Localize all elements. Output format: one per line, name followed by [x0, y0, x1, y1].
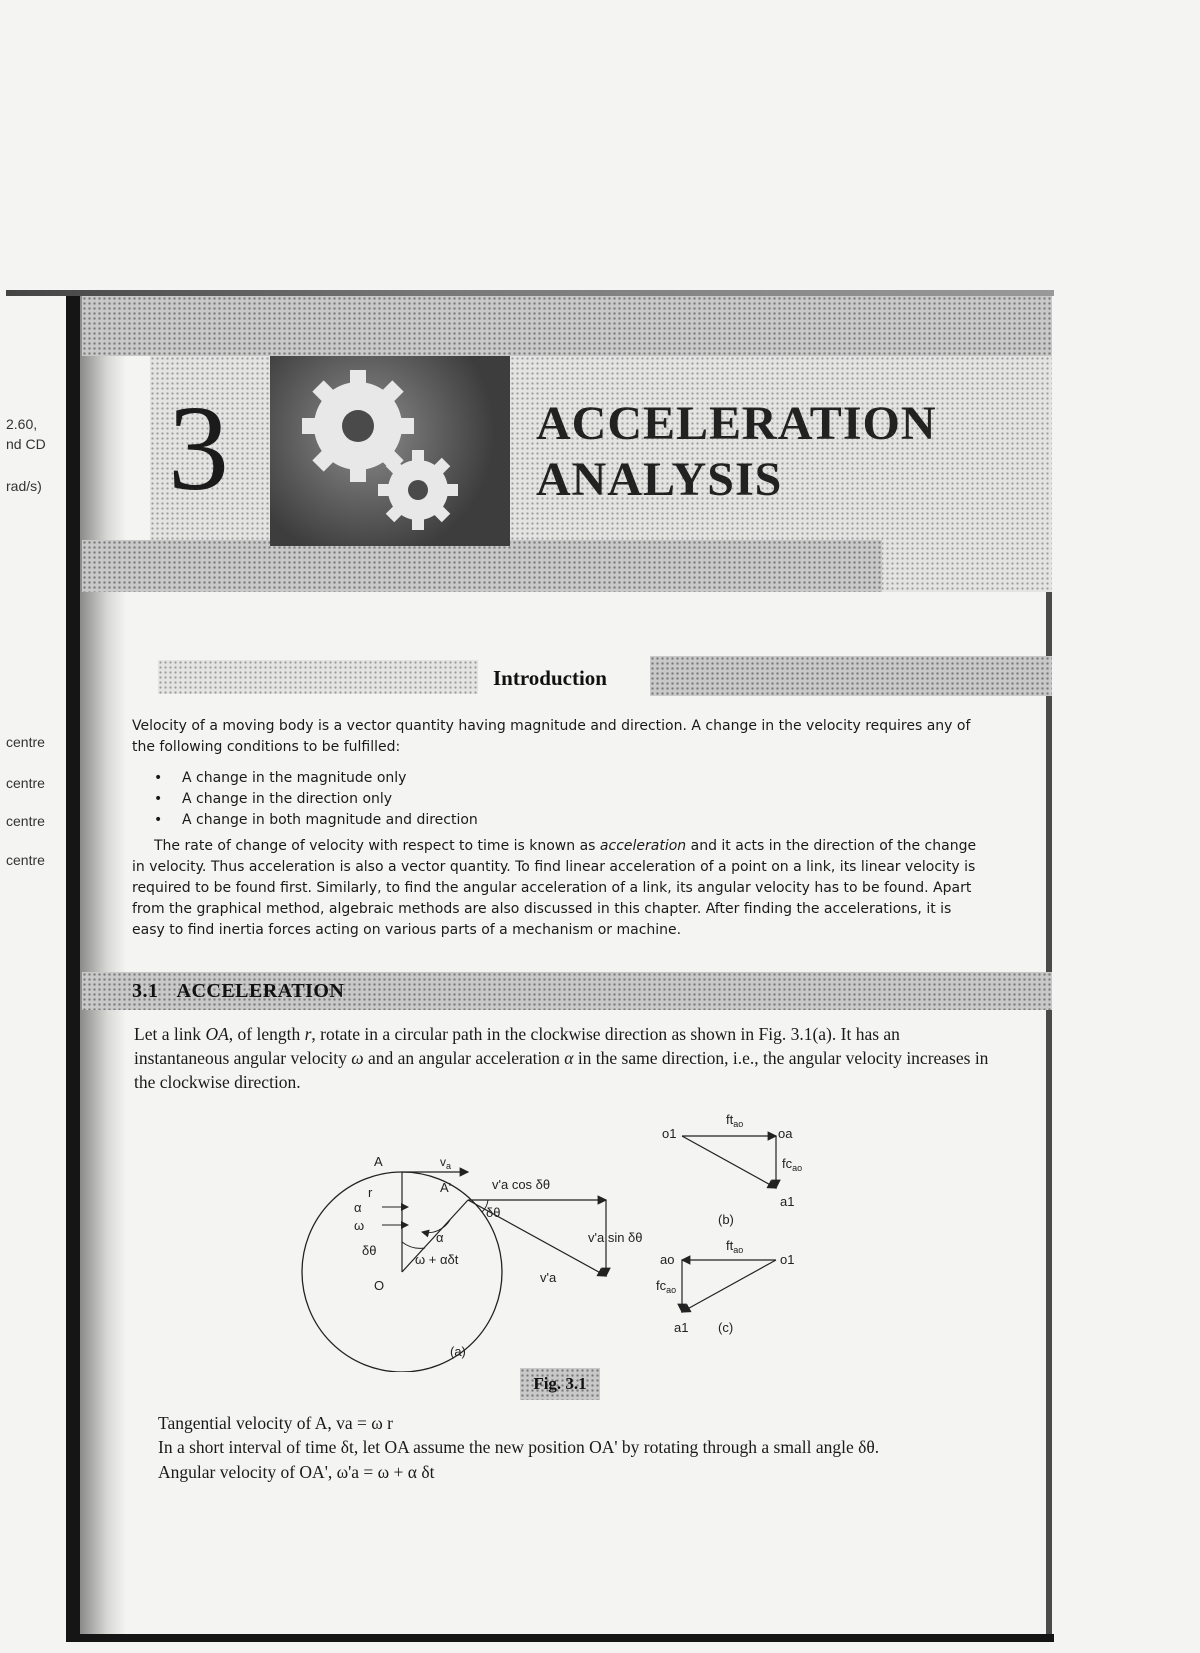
page-bottom-border	[66, 1634, 1054, 1642]
equation-line: Angular velocity of OA', ω'a = ω + α δt	[158, 1462, 435, 1482]
label-fc: $fc_{ao}$	[656, 1278, 677, 1295]
gear-image	[270, 356, 510, 546]
gears-icon	[270, 356, 510, 546]
label-a-prime: A'	[440, 1180, 452, 1195]
figure-caption: Fig. 3.1	[520, 1368, 600, 1400]
label-alpha: α	[354, 1200, 362, 1215]
figure-part-label: (c)	[718, 1320, 734, 1335]
diagram-a	[302, 1154, 643, 1372]
label-omega: ω	[354, 1218, 365, 1233]
section-number: 3.1	[132, 980, 159, 1002]
label-delta-theta: δθ	[486, 1205, 501, 1220]
label-o: O	[374, 1278, 385, 1293]
heading-band	[158, 660, 478, 694]
margin-fragment: rad/s)	[6, 478, 42, 494]
diagram-b	[662, 1112, 802, 1227]
label-a1: a1	[674, 1320, 689, 1335]
bullet-list	[150, 768, 1002, 831]
label-va-sin: v'a sin δθ	[588, 1230, 643, 1245]
chapter-number: 3	[168, 381, 229, 516]
label-o1: o1	[662, 1126, 677, 1141]
paragraph: The rate of change of velocity with respect to time is known as acceleration and it acts in the direction of the change in velocity. Thus acceleration is also a vector quantity. To find linear acceleration of a point on a link, its linear velocity is required to be found first. Similarly, to find the angular acceleration of a link, its angular velocity has to be found. Apart from the graphical method, algebraic methods are also discussed in this chapter. After finding the accelerations, it is easy to find inertia forces acting on various parts of a mechanism or machine.	[132, 838, 977, 938]
chapter-title: ANALYSIS	[536, 453, 783, 506]
equation-line: Tangential velocity of A, va = ω r	[158, 1413, 393, 1433]
page-left-border	[66, 296, 80, 1640]
label-va-cos: v'a cos δθ	[492, 1177, 551, 1192]
label-alpha: α	[436, 1230, 444, 1245]
section-title: ACCELERATION	[176, 980, 345, 1002]
label-delta-theta: δθ	[362, 1243, 377, 1258]
section-heading: Introduction	[493, 666, 607, 690]
section-heading	[132, 980, 362, 1003]
label-fc: $fc_{ao}$	[782, 1156, 803, 1173]
margin-fragment: centre	[6, 775, 45, 791]
paragraph: Velocity of a moving body is a vector quantity having magnitude and direction. A change in the velocity requires any of the following conditions to be fulfilled:	[132, 718, 971, 755]
label-va: $v_a$	[440, 1155, 452, 1171]
label-a: A	[374, 1154, 383, 1169]
label-ft: $ft_{ao}$	[726, 1112, 744, 1129]
label-ft: $ft_{ao}$	[726, 1238, 744, 1255]
chapter-title: ACCELERATION	[536, 397, 937, 450]
label-ao: ao	[660, 1252, 675, 1267]
list-item: • A change in the magnitude only	[150, 768, 1002, 789]
chapter-banner-top	[82, 296, 1052, 356]
paragraph: Let a link OA, of length r, rotate in a circular path in the clockwise direction as shown in Fig. 3.1(a). It has an instantaneous angular velocity ω and an angular acceleration α in the same direction, i.e., the angular velocity increases in the clockwise direction.	[134, 1024, 989, 1092]
label-va-prime: v'a	[540, 1270, 557, 1285]
page-binding-shadow	[80, 296, 126, 1640]
equation-line: In a short interval of time δt, let OA assume the new position OA' by rotating through a small angle δθ.	[158, 1437, 880, 1457]
diagram-c	[656, 1238, 794, 1335]
margin-fragment: centre	[6, 813, 45, 829]
heading-band	[650, 656, 1052, 696]
margin-fragment: nd CD	[6, 436, 46, 452]
figure-part-label: (b)	[718, 1212, 734, 1227]
margin-fragment: centre	[6, 852, 45, 868]
label-oa: oa	[778, 1126, 793, 1141]
list-item: • A change in the direction only	[150, 789, 1002, 810]
label-o1: o1	[780, 1252, 795, 1267]
margin-fragment: 2.60,	[6, 416, 38, 432]
chapter-banner-lower	[82, 540, 882, 592]
emphasis: acceleration	[599, 838, 687, 854]
figure-3-1	[290, 1112, 870, 1372]
figure-part-label: (a)	[450, 1344, 466, 1359]
label-a1: a1	[780, 1194, 795, 1209]
label-r: r	[368, 1185, 373, 1200]
list-item: • A change in both magnitude and direction	[150, 810, 1002, 831]
margin-fragment: centre	[6, 734, 45, 750]
label-omega-plus: ω + αδt	[415, 1252, 459, 1267]
